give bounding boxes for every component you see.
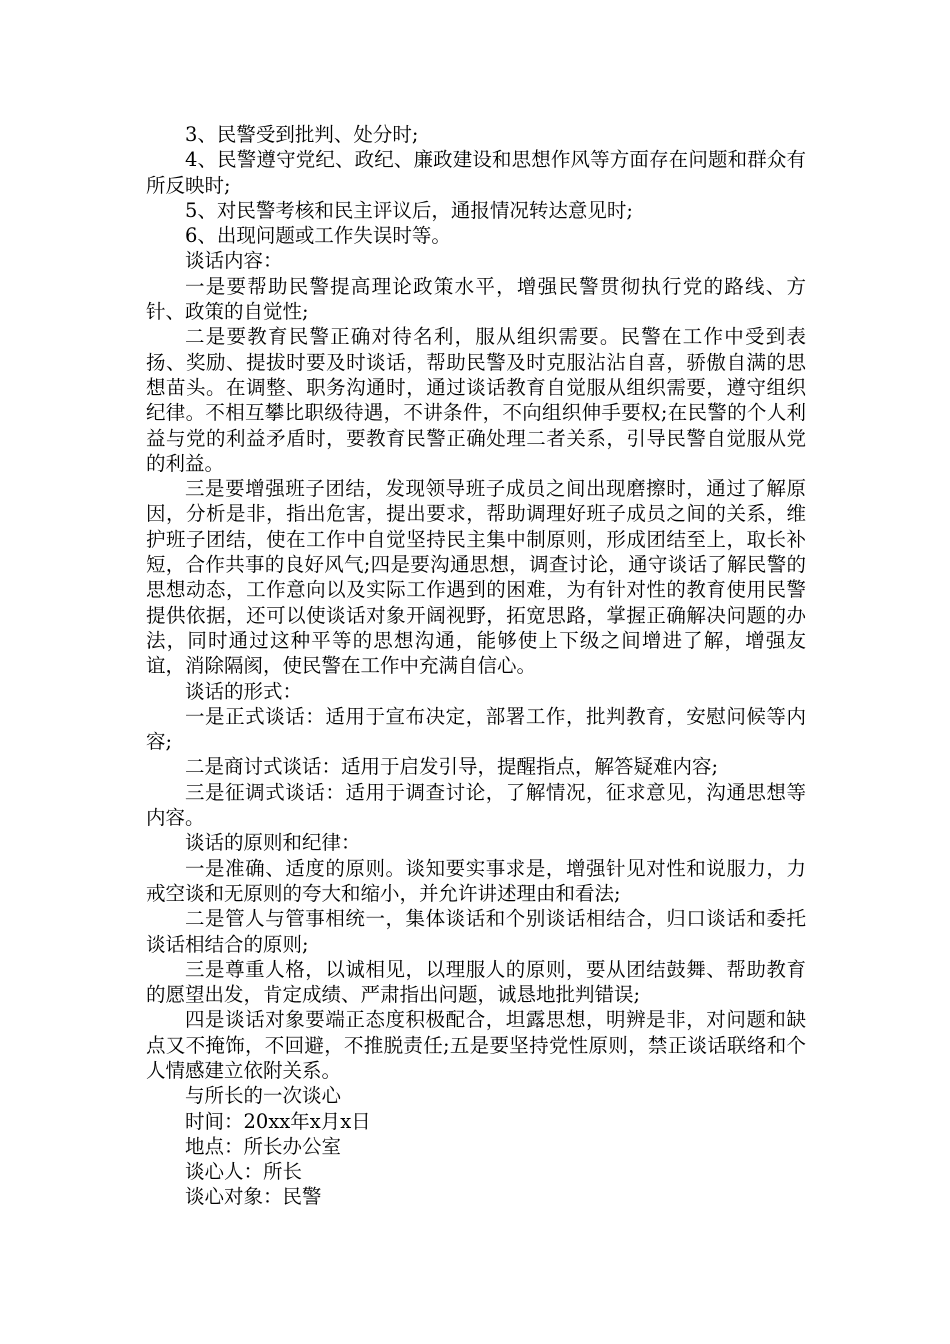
section-heading-forms: 谈话的形式：	[185, 679, 303, 703]
talk-host: 谈心人：所长	[185, 1160, 303, 1184]
paragraph-form-1: 一是正式谈话：适用于宣布决定，部署工作，批判教育，安慰问候等内容;	[146, 704, 806, 754]
paragraph-item-5: 5、对民警考核和民主评议后，通报情况转达意见时;	[185, 198, 633, 222]
talk-time: 时间：20xx年x月x日	[185, 1109, 371, 1133]
talk-location: 地点：所长办公室	[185, 1134, 342, 1158]
paragraph-item-6: 6、出现问题或工作失误时等。	[185, 224, 451, 248]
paragraph-principle-4: 四是谈话对象要端正态度积极配合，坦露思想，明辨是非，对问题和缺点又不掩饰，不回避，不推脱责任;五是要坚持党性原则，禁正谈话联络和个人情感建立依附关系。	[146, 1008, 806, 1082]
paragraph-content-2: 二是要教育民警正确对待名利，服从组织需要。民警在工作中受到表扬、奖励、提拔时要及时谈话，帮助民警及时克服沾沾自喜，骄傲自满的思想苗头。在调整、职务沟通时，通过谈话教育自觉服从组织需要，遵守组织纪律。不相互攀比职级待遇，不讲条件，不向组织伸手要权;在民警的个人利益与党的利益矛盾时，要教育民警正确处理二者关系，引导民警自觉服从党的利益。	[146, 325, 806, 475]
paragraph-form-3: 三是征调式谈话：适用于调查讨论，了解情况，征求意见，沟通思想等内容。	[146, 780, 806, 830]
section-heading-principles: 谈话的原则和纪律：	[185, 831, 361, 855]
paragraph-content-3: 三是要增强班子团结，发现领导班子成员之间出现磨擦时，通过了解原因，分析是非，指出危害，提出要求，帮助调理好班子成员之间的关系，维护班子团结，使在工作中自觉坚持民主集中制原则，形成团结至上，取长补短，合作共事的良好风气;四是要沟通思想，调查讨论，通守谈话了解民警的思想动态，工作意向以及实际工作遇到的困难，为有针对性的教育使用民警提供依据，还可以使谈话对象开阔视野，拓宽思路，掌握正确解决问题的办法，同时通过这种平等的思想沟通，能够使上下级之间增进了解，增强友谊，消除隔阂，使民警在工作中充满自信心。	[146, 477, 806, 678]
paragraph-item-4: 4、民警遵守党纪、政纪、廉政建设和思想作风等方面存在问题和群众有所反映时;	[146, 148, 806, 197]
document-body	[146, 122, 806, 1210]
paragraph-item-3: 3、民警受到批判、处分时;	[185, 123, 419, 146]
paragraph-form-2: 二是商讨式谈话：适用于启发引导，提醒指点，解答疑难内容;	[185, 755, 719, 779]
paragraph-principle-2: 二是管人与管事相统一，集体谈话和个别谈话相结合，归口谈话和委托谈话相结合的原则;	[146, 907, 806, 956]
paragraph-content-1: 一是要帮助民警提高理论政策水平，增强民警贯彻执行党的路线、方针、政策的自觉性;	[146, 274, 806, 324]
paragraph-principle-1: 一是准确、适度的原则。谈知要实事求是，增强针见对性和说服力，力戒空谈和无原则的夸大和缩小，并允许讲述理由和看法;	[146, 856, 806, 905]
section-heading-talk: 与所长的一次谈心	[185, 1084, 342, 1108]
paragraph-principle-3: 三是尊重人格，以诚相见，以理服人的原则，要从团结鼓舞、帮助教育的愿望出发，肯定成绩、严肃指出问题，诚恳地批判错误;	[146, 957, 806, 1007]
talk-subject: 谈心对象：民警	[185, 1185, 322, 1209]
section-heading-content: 谈话内容：	[185, 249, 283, 273]
